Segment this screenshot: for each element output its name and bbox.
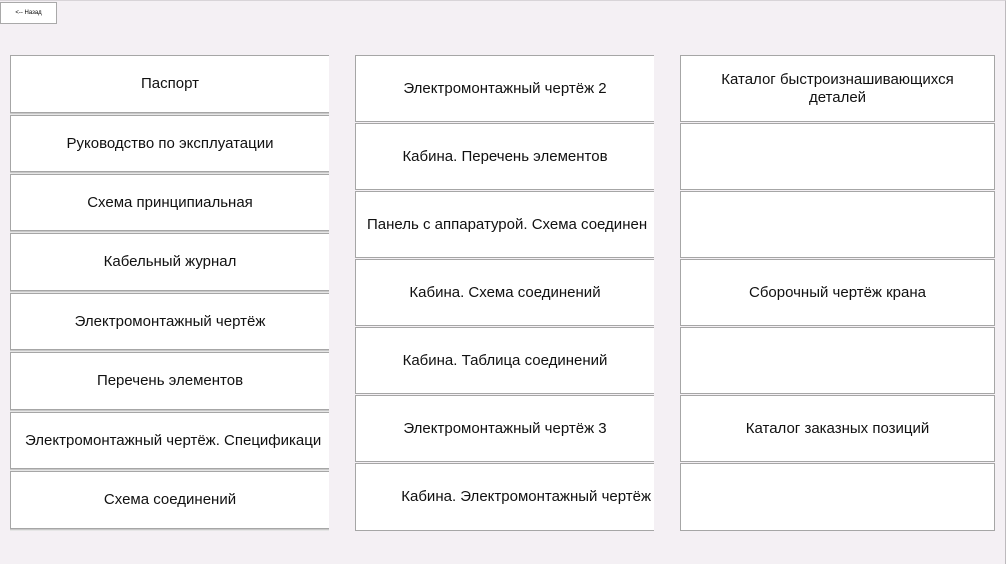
cabin-connection-diagram-button[interactable]: Кабина. Схема соединений [355,259,654,326]
custom-items-catalog-button[interactable]: Каталог заказных позиций [680,395,995,462]
operation-manual-button[interactable]: Руководство по эксплуатации [10,115,329,172]
back-button[interactable]: <-- Назад [0,2,57,24]
empty-button-4[interactable] [680,463,995,531]
empty-button-1[interactable] [680,123,995,190]
empty-button-2[interactable] [680,191,995,258]
crane-assembly-drawing-button[interactable]: Сборочный чертёж крана [680,259,995,326]
equipment-panel-connection-diagram-button[interactable]: Панель с аппаратурой. Схема соединен [355,191,654,258]
wiring-drawing-3-button[interactable]: Электромонтажный чертёж 3 [355,395,654,462]
wear-parts-catalog-button[interactable]: Каталог быстроизнашивающихся деталей [680,55,995,122]
connection-diagram-button[interactable]: Схема соединений [10,471,329,529]
wiring-drawing-2-button[interactable]: Электромонтажный чертёж 2 [355,55,654,122]
cabin-element-list-button[interactable]: Кабина. Перечень элементов [355,123,654,190]
empty-button-3[interactable] [680,327,995,394]
cabin-wiring-drawing-button[interactable]: Кабина. Электромонтажный чертёж [355,463,654,531]
element-list-button[interactable]: Перечень элементов [10,352,329,410]
wiring-drawing-button[interactable]: Электромонтажный чертёж [10,293,329,350]
cabin-connection-table-button[interactable]: Кабина. Таблица соединений [355,327,654,394]
cable-journal-button[interactable]: Кабельный журнал [10,233,329,291]
schematic-diagram-button[interactable]: Схема принципиальная [10,174,329,231]
passport-button[interactable]: Паспорт [10,55,329,113]
wiring-drawing-specification-button[interactable]: Электромонтажный чертёж. Спецификаци [10,412,329,469]
